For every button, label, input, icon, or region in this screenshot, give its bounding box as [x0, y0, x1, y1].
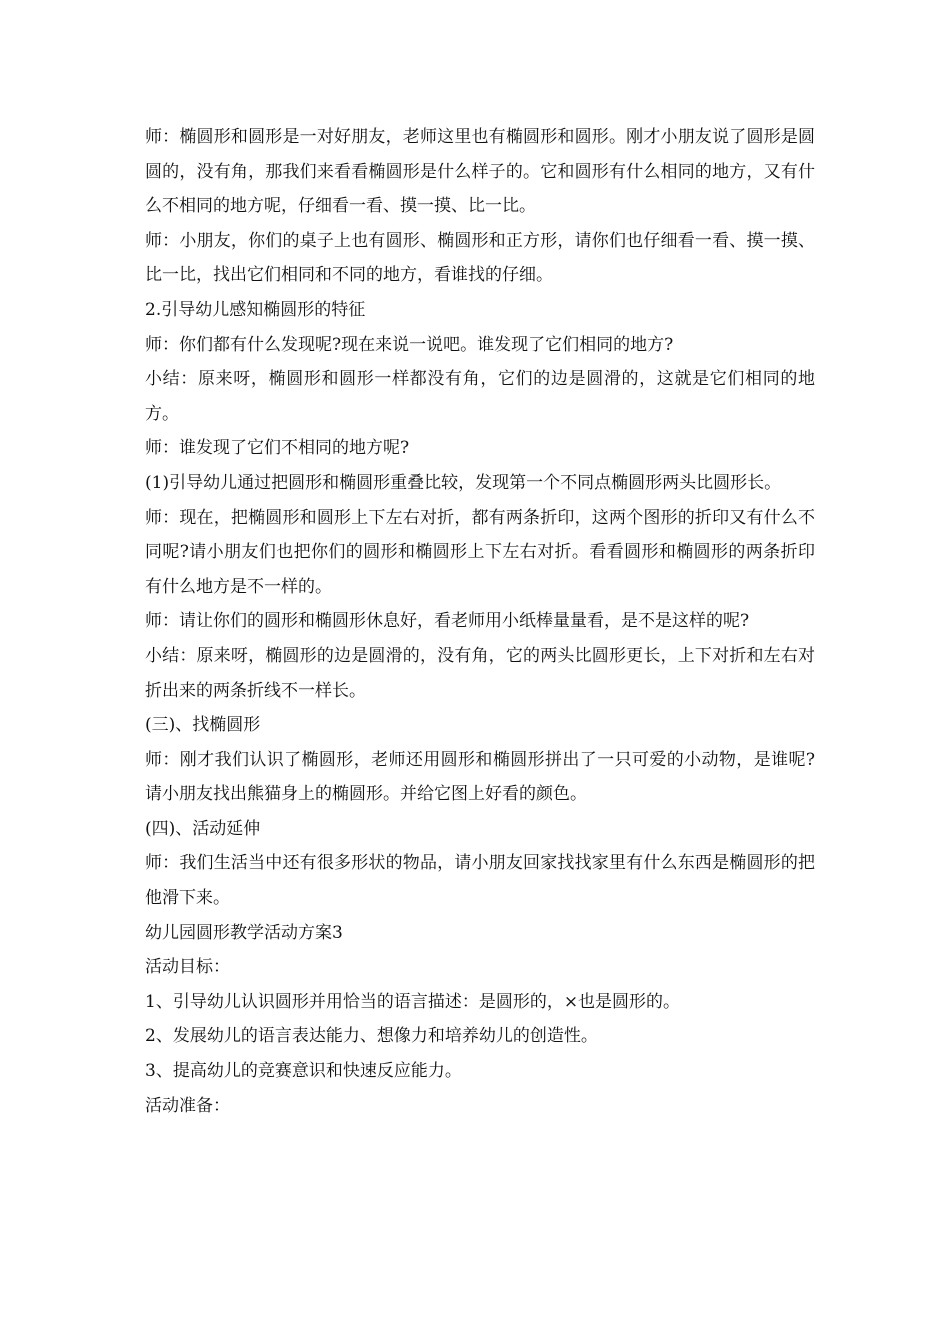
- goal-item-3: 3、提高幼儿的竞赛意识和快速反应能力。: [145, 1061, 462, 1082]
- paragraph-what-found: 师：你们都有什么发现呢?现在来说一说吧。谁发现了它们相同的地方?: [145, 334, 674, 355]
- paragraph-measure-stick: 师：请让你们的圆形和椭圆形休息好，看老师用小纸棒量量看，是不是这样的呢?: [145, 611, 750, 632]
- paragraph-who-found-different: 师：谁发现了它们不相同的地方呢?: [145, 438, 410, 459]
- goal-item-2: 2、发展幼儿的语言表达能力、想像力和培养幼儿的创造性。: [145, 1026, 598, 1047]
- paragraph-home-search: 师：我们生活当中还有很多形状的物品，请小朋友回家找找家里有什么东西是椭圆形的把他滑下来。: [145, 853, 815, 909]
- section-heading-ellipse-features: 2.引导幼儿感知椭圆形的特征: [145, 299, 366, 320]
- paragraph-desk-shapes: 师：小朋友，你们的桌子上也有圆形、椭圆形和正方形，请你们也仔细看一看、摸一摸、比一比，找出它们相同和不同的地方，看谁找的仔细。: [145, 230, 815, 286]
- paragraph-overlap-compare: (1)引导幼儿通过把圆形和椭圆形重叠比较，发现第一个不同点椭圆形两头比圆形长。: [145, 472, 782, 493]
- document-body: [145, 120, 815, 1123]
- paragraph-summary-same: 小结：原来呀，椭圆形和圆形一样都没有角，它们的边是圆滑的，这就是它们相同的地方。: [145, 369, 815, 424]
- plan-title-3: 幼儿园圆形教学活动方案3: [145, 922, 343, 943]
- paragraph-summary-different: 小结：原来呀，椭圆形的边是圆滑的，没有角，它的两头比圆形更长，上下对折和左右对折出来的两条折线不一样长。: [145, 645, 815, 701]
- paragraph-panda: 师：刚才我们认识了椭圆形，老师还用圆形和椭圆形拼出了一只可爱的小动物，是谁呢?请小朋友找出熊猫身上的椭圆形。并给它图上好看的颜色。: [145, 749, 815, 805]
- section-heading-extension: (四)、活动延伸: [145, 818, 261, 839]
- goal-item-1: 1、引导幼儿认识圆形并用恰当的语言描述：是圆形的，×也是圆形的。: [145, 991, 681, 1012]
- section-heading-goals: 活动目标：: [145, 957, 230, 978]
- paragraph-intro-ellipse-circle: 师：椭圆形和圆形是一对好朋友，老师这里也有椭圆形和圆形。刚才小朋友说了圆形是圆圆的，没有角，那我们来看看椭圆形是什么样子的。它和圆形有什么相同的地方，又有什么不相同的地方呢，仔细看一看、摸一摸、比一比。: [145, 127, 815, 217]
- section-heading-preparation: 活动准备：: [145, 1095, 230, 1116]
- paragraph-fold-compare: 师：现在，把椭圆形和圆形上下左右对折，都有两条折印，这两个图形的折印又有什么不同呢?请小朋友们也把你们的圆形和椭圆形上下左右对折。看看圆形和椭圆形的两条折印有什么地方是不一样的。: [145, 507, 815, 597]
- section-heading-find-ellipse: (三)、找椭圆形: [145, 715, 261, 736]
